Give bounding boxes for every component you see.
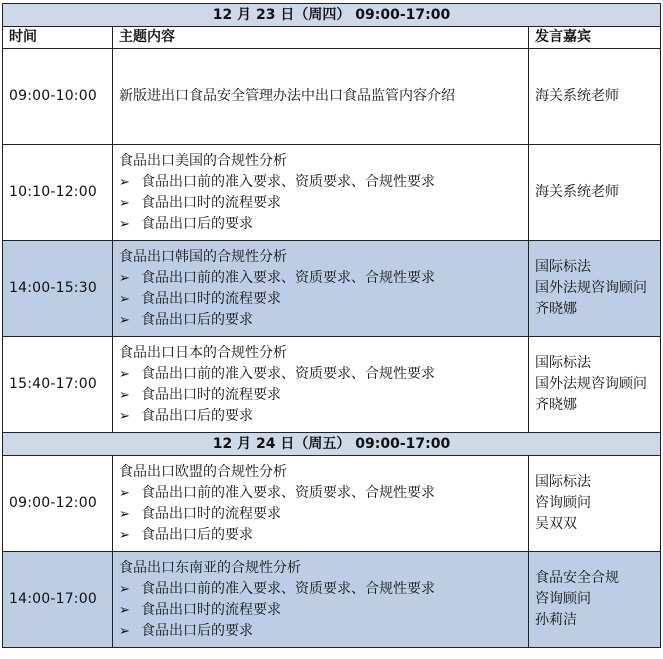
bullet-point: ➢ 食品出口后的要求 [119,214,522,235]
day-title: 12 月 23 日（周四） 09:00-17:00 [3,4,661,27]
bullet-point: ➢ 食品出口时的流程要求 [119,193,522,214]
session-time: 15:40-17:00 [3,337,113,433]
speaker-line: 国际标法 [535,259,591,275]
speaker-line: 齐晓娜 [535,397,577,413]
day-title: 12 月 24 日（周五） 09:00-17:00 [3,433,661,456]
session-topic [113,49,529,145]
schedule-body [3,4,661,648]
session-row [3,456,661,552]
session-points [119,172,522,235]
session-points [119,268,522,331]
speaker-line: 吴双双 [535,516,577,532]
speaker-line: 国际标法 [535,474,591,490]
column-header-speaker: 发言嘉宾 [529,27,661,49]
speaker-line: 咨询顾问 [535,591,591,607]
session-title: 新版进出口食品安全管理办法中出口食品监管内容介绍 [119,88,455,104]
session-speaker [529,49,661,145]
session-speaker [529,241,661,337]
bullet-point: ➢ 食品出口时的流程要求 [119,600,522,621]
session-row [3,145,661,241]
session-title: 食品出口日本的合规性分析 [119,344,287,361]
session-topic [113,456,529,552]
session-speaker [529,145,661,241]
schedule-table [2,3,661,648]
session-row [3,49,661,145]
speaker-line: 海关系统老师 [535,88,619,104]
speaker-line: 海关系统老师 [535,184,619,200]
session-row [3,337,661,433]
speaker-line: 孙莉洁 [535,612,577,628]
column-header-row [3,27,661,49]
speaker-line: 国际标法 [535,355,591,371]
session-row [3,552,661,648]
speaker-line: 咨询顾问 [535,495,591,511]
session-speaker [529,552,661,648]
day-header-row [3,4,661,27]
speaker-line: 国外法规咨询顾问 [535,280,647,296]
bullet-point: ➢ 食品出口前的准入要求、资质要求、合规性要求 [119,364,522,385]
speaker-line: 齐晓娜 [535,301,577,317]
session-points [119,364,522,427]
speaker-line: 食品安全合规 [535,570,619,586]
bullet-point: ➢ 食品出口前的准入要求、资质要求、合规性要求 [119,268,522,289]
session-speaker [529,456,661,552]
session-time: 10:10-12:00 [3,145,113,241]
session-speaker [529,337,661,433]
bullet-point: ➢ 食品出口后的要求 [119,621,522,642]
bullet-point: ➢ 食品出口后的要求 [119,406,522,427]
day-header-row [3,433,661,456]
session-points [119,483,522,546]
session-points [119,579,522,642]
bullet-point: ➢ 食品出口前的准入要求、资质要求、合规性要求 [119,172,522,193]
bullet-point: ➢ 食品出口后的要求 [119,310,522,331]
bullet-point: ➢ 食品出口时的流程要求 [119,504,522,525]
session-time: 14:00-17:00 [3,552,113,648]
session-title: 食品出口东南亚的合规性分析 [119,559,301,576]
session-topic [113,552,529,648]
column-header-time: 时间 [3,27,113,49]
session-topic [113,145,529,241]
bullet-point: ➢ 食品出口时的流程要求 [119,289,522,310]
session-row [3,241,661,337]
bullet-point: ➢ 食品出口前的准入要求、资质要求、合规性要求 [119,483,522,504]
bullet-point: ➢ 食品出口后的要求 [119,525,522,546]
session-time: 14:00-15:30 [3,241,113,337]
bullet-point: ➢ 食品出口时的流程要求 [119,385,522,406]
bullet-point: ➢ 食品出口前的准入要求、资质要求、合规性要求 [119,579,522,600]
session-title: 食品出口欧盟的合规性分析 [119,463,287,480]
session-title: 食品出口韩国的合规性分析 [119,248,287,265]
speaker-line: 国外法规咨询顾问 [535,376,647,392]
session-topic [113,241,529,337]
session-title: 食品出口美国的合规性分析 [119,152,287,169]
session-topic [113,337,529,433]
session-time: 09:00-10:00 [3,49,113,145]
column-header-topic: 主题内容 [113,27,529,49]
session-time: 09:00-12:00 [3,456,113,552]
